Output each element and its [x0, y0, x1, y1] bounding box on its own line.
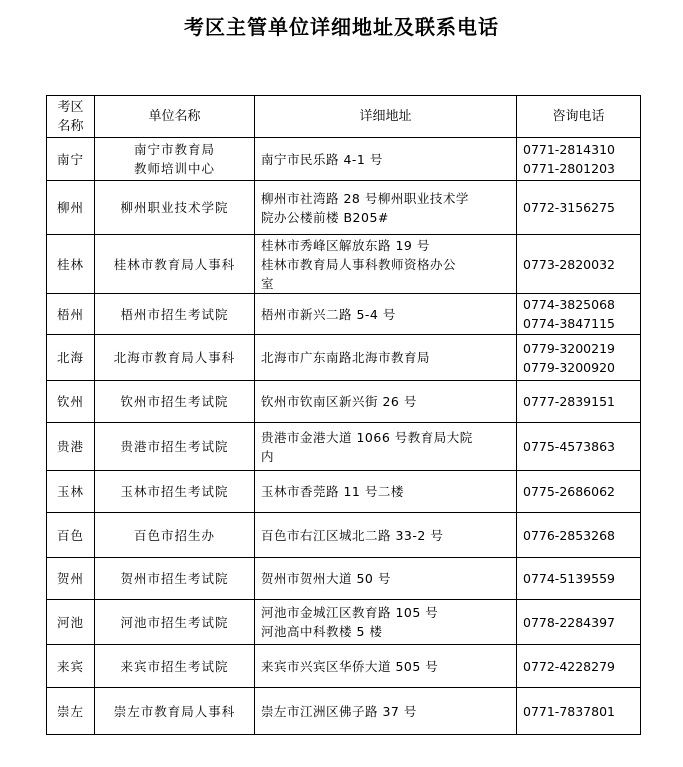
- cell-unit-line: 钦州市招生考试院: [120, 394, 229, 409]
- cell-phone: [517, 688, 641, 735]
- cell-unit-line: 崇左市教育局人事科: [113, 703, 236, 719]
- cell-phone: [517, 381, 641, 423]
- cell-area: 玉林: [47, 471, 95, 513]
- cell-address-line: 河池高中科教楼 5 楼: [261, 624, 383, 639]
- cell-phone: [517, 471, 641, 513]
- cell-address: [255, 423, 517, 471]
- cell-phone-line: 0771-2814310: [523, 142, 615, 157]
- header-address: 详细地址: [255, 96, 517, 138]
- cell-unit: [95, 235, 255, 294]
- cell-area: 百色: [47, 513, 95, 558]
- cell-unit-line: 来宾市招生考试院: [120, 658, 229, 674]
- cell-phone-line: 0774-3825068: [523, 297, 615, 312]
- cell-area: 北海: [47, 335, 95, 381]
- cell-unit-line: 教师培训中心: [133, 161, 215, 176]
- cell-area: 梧州: [47, 294, 95, 335]
- cell-phone: [517, 181, 641, 235]
- cell-address: [255, 558, 517, 600]
- table-row: [47, 235, 641, 294]
- cell-address-line: 玉林市香莞路 11 号二楼: [261, 484, 404, 499]
- cell-phone-line: 0775-2686062: [523, 484, 615, 499]
- table-row: [47, 335, 641, 381]
- cell-area: 柳州: [47, 181, 95, 235]
- cell-unit: [95, 138, 255, 181]
- cell-unit: [95, 381, 255, 423]
- cell-unit-line: 百色市招生办: [133, 527, 215, 543]
- cell-phone: [517, 335, 641, 381]
- cell-unit: [95, 335, 255, 381]
- table-row: [47, 600, 641, 645]
- cell-phone-line: 0771-7837801: [523, 703, 615, 719]
- cell-area: 桂林: [47, 235, 95, 294]
- table-row: [47, 471, 641, 513]
- cell-unit-line: 河池市招生考试院: [120, 614, 229, 630]
- cell-unit-line: 桂林市教育局人事科: [113, 256, 236, 272]
- cell-address: [255, 688, 517, 735]
- cell-address-line: 北海市广东南路北海市教育局: [261, 350, 431, 365]
- cell-phone: [517, 423, 641, 471]
- cell-unit: [95, 471, 255, 513]
- cell-unit-line: 柳州职业技术学院: [120, 200, 229, 215]
- cell-phone-line: 0772-3156275: [523, 200, 615, 215]
- cell-phone-line: 0774-3847115: [523, 316, 615, 331]
- cell-phone-line: 0779-3200920: [523, 359, 615, 375]
- table-row: [47, 423, 641, 471]
- cell-phone-line: 0772-4228279: [523, 658, 615, 674]
- cell-address: [255, 335, 517, 381]
- table-row: [47, 294, 641, 335]
- cell-area: 贺州: [47, 558, 95, 600]
- table-row: [47, 513, 641, 558]
- table-row: [47, 558, 641, 600]
- table-row: [47, 138, 641, 181]
- cell-unit-line: 玉林市招生考试院: [120, 484, 229, 499]
- cell-phone: [517, 600, 641, 645]
- cell-unit: [95, 600, 255, 645]
- cell-phone-line: 0779-3200219: [523, 340, 615, 356]
- cell-address-line: 梧州市新兴二路 5-4 号: [261, 306, 396, 322]
- cell-phone: [517, 138, 641, 181]
- cell-address: [255, 294, 517, 335]
- cell-unit-line: 梧州市招生考试院: [120, 306, 229, 322]
- table-header-row: [47, 96, 641, 138]
- cell-address-line: 河池市金城江区教育路 105 号: [261, 605, 439, 620]
- cell-address-line: 南宁市民乐路 4-1 号: [261, 151, 383, 167]
- cell-phone: [517, 235, 641, 294]
- cell-address-line: 桂林市教育局人事科教师资格办公: [261, 256, 457, 272]
- cell-unit: [95, 423, 255, 471]
- cell-address-line: 钦州市钦南区新兴街 26 号: [261, 394, 417, 409]
- cell-phone-line: 0778-2284397: [523, 614, 615, 630]
- cell-unit: [95, 645, 255, 688]
- cell-address-line: 来宾市兴宾区华侨大道 505 号: [261, 658, 439, 674]
- cell-phone: [517, 513, 641, 558]
- table-row: [47, 181, 641, 235]
- cell-address-line: 院办公楼前楼 B205#: [261, 209, 389, 225]
- page-title: 考区主管单位详细地址及联系电话: [184, 15, 499, 39]
- header-unit: 单位名称: [95, 96, 255, 138]
- cell-address: [255, 181, 517, 235]
- cell-address-line: 崇左市江洲区佛子路 37 号: [261, 703, 417, 719]
- cell-unit-line: 北海市教育局人事科: [113, 350, 236, 365]
- cell-area: 钦州: [47, 381, 95, 423]
- cell-address: [255, 235, 517, 294]
- header-area: [47, 96, 95, 138]
- cell-phone: [517, 645, 641, 688]
- cell-phone-line: 0771-2801203: [523, 161, 615, 176]
- cell-address-line: 贵港市金港大道 1066 号教育局大院: [261, 429, 473, 445]
- cell-area: 河池: [47, 600, 95, 645]
- cell-address-line: 桂林市秀峰区解放东路 19 号: [261, 237, 430, 253]
- cell-address-line: 室: [261, 275, 275, 291]
- cell-unit-line: 贵港市招生考试院: [120, 439, 229, 454]
- header-area-line1: 考区: [57, 99, 84, 115]
- cell-address-line: 柳州市社湾路 28 号柳州职业技术学: [261, 190, 469, 206]
- cell-phone-line: 0775-4573863: [523, 439, 615, 454]
- cell-unit-line: 南宁市教育局: [133, 142, 215, 157]
- cell-phone-line: 0773-2820032: [523, 256, 615, 272]
- cell-address-line: 贺州市贺州大道 50 号: [261, 571, 391, 586]
- cell-unit: [95, 294, 255, 335]
- cell-address: [255, 513, 517, 558]
- cell-area: 南宁: [47, 138, 95, 181]
- table-row: [47, 688, 641, 735]
- cell-area: 贵港: [47, 423, 95, 471]
- cell-unit: [95, 558, 255, 600]
- cell-address: [255, 381, 517, 423]
- contact-table: [46, 95, 641, 735]
- header-area-line2: 名称: [57, 118, 84, 134]
- table-row: [47, 381, 641, 423]
- cell-area: 崇左: [47, 688, 95, 735]
- cell-phone-line: 0774-5139559: [523, 571, 615, 586]
- cell-address-line: 百色市右江区城北二路 33-2 号: [261, 527, 444, 543]
- cell-address: [255, 138, 517, 181]
- cell-phone-line: 0776-2853268: [523, 527, 615, 543]
- cell-unit: [95, 513, 255, 558]
- cell-unit: [95, 688, 255, 735]
- cell-unit: [95, 181, 255, 235]
- table-body: [47, 138, 641, 735]
- cell-address: [255, 471, 517, 513]
- cell-address: [255, 600, 517, 645]
- cell-unit-line: 贺州市招生考试院: [120, 571, 229, 586]
- cell-phone: [517, 558, 641, 600]
- header-phone: 咨询电话: [517, 96, 641, 138]
- cell-phone: [517, 294, 641, 335]
- cell-address-line: 内: [261, 448, 275, 464]
- cell-address: [255, 645, 517, 688]
- cell-area: 来宾: [47, 645, 95, 688]
- table-row: [47, 645, 641, 688]
- cell-phone-line: 0777-2839151: [523, 394, 615, 409]
